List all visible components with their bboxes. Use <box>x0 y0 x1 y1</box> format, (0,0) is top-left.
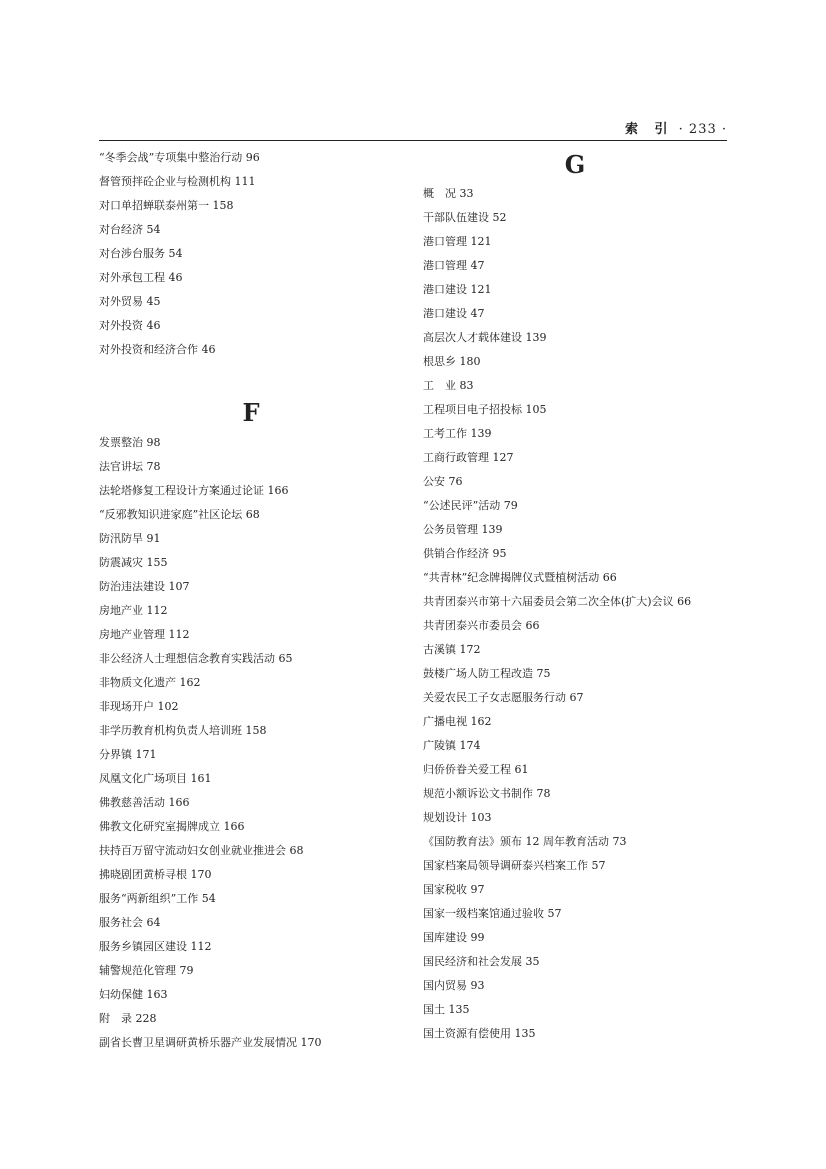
index-entry: “冬季会战”专项集中整治行动 96 <box>99 151 260 164</box>
header-rule <box>99 140 727 141</box>
index-entry: 港口管理 47 <box>423 259 485 272</box>
index-entry: 非学历教育机构负责人培训班 158 <box>99 724 267 737</box>
index-entry: 工商行政管理 127 <box>423 451 514 464</box>
index-entry: 辅警规范化管理 79 <box>99 964 194 977</box>
index-entry: “公述民评”活动 79 <box>423 499 518 512</box>
index-entry: 法轮塔修复工程设计方案通过论证 166 <box>99 484 289 497</box>
index-entry: 督管预拌砼企业与检测机构 111 <box>99 175 256 188</box>
index-entry: 对外贸易 45 <box>99 295 161 308</box>
index-entry: 工程项目电子招投标 105 <box>423 403 547 416</box>
index-entry: “共青林”纪念牌揭牌仪式暨植树活动 66 <box>423 571 617 584</box>
index-entry: 广播电视 162 <box>423 715 492 728</box>
index-entry: 非物质文化遗产 162 <box>99 676 201 689</box>
index-entry: 防治违法建设 107 <box>99 580 190 593</box>
index-entry: 服务乡镇园区建设 112 <box>99 940 212 953</box>
index-entry: 《国防教育法》颁布 12 周年教育活动 73 <box>423 835 627 848</box>
index-list-d <box>99 146 260 362</box>
index-entry: 佛教慈善活动 166 <box>99 796 190 809</box>
index-entry: 非现场开户 102 <box>99 700 179 713</box>
index-entry: “反邪教知识进家庭”社区论坛 68 <box>99 508 260 521</box>
index-entry: 关爱农民工子女志愿服务行动 67 <box>423 691 584 704</box>
index-entry: 规范小额诉讼文书制作 78 <box>423 787 551 800</box>
index-entry: 防汛防旱 91 <box>99 532 161 545</box>
index-entry: 国内贸易 93 <box>423 979 485 992</box>
index-entry: 工考工作 139 <box>423 427 492 440</box>
index-entry: 工 业 83 <box>423 379 474 392</box>
index-entry: 规划设计 103 <box>423 811 492 824</box>
section-letter-g: G <box>564 150 586 179</box>
index-entry: 房地产业 112 <box>99 604 168 617</box>
index-entry: 对外投资和经济合作 46 <box>99 343 216 356</box>
index-entry: 根思乡 180 <box>423 355 481 368</box>
index-entry: 对外投资 46 <box>99 319 161 332</box>
index-entry: 附 录 228 <box>99 1012 157 1025</box>
index-entry: 国家税收 97 <box>423 883 485 896</box>
index-entry: 凤凰文化广场项目 161 <box>99 772 212 785</box>
index-entry: 国民经济和社会发展 35 <box>423 955 540 968</box>
index-entry: 扶持百万留守流动妇女创业就业推进会 68 <box>99 844 304 857</box>
section-letter-f: F <box>242 398 260 427</box>
index-entry: 房地产业管理 112 <box>99 628 190 641</box>
index-entry: 归侨侨眷关爱工程 61 <box>423 763 529 776</box>
index-entry: 对台涉台服务 54 <box>99 247 183 260</box>
index-entry: 干部队伍建设 52 <box>423 211 507 224</box>
index-entry: 对外承包工程 46 <box>99 271 183 284</box>
index-entry: 国土 135 <box>423 1003 470 1016</box>
index-entry: 对台经济 54 <box>99 223 161 236</box>
section-title: 索 引 <box>624 122 674 137</box>
index-entry: 港口建设 121 <box>423 283 492 296</box>
index-entry: 防震减灾 155 <box>99 556 168 569</box>
index-entry: 分界镇 171 <box>99 748 157 761</box>
index-entry: 国库建设 99 <box>423 931 485 944</box>
index-entry: 高层次人才载体建设 139 <box>423 331 547 344</box>
index-entry: 港口管理 121 <box>423 235 492 248</box>
index-entry: 概 况 33 <box>423 187 474 200</box>
index-entry: 鼓楼广场人防工程改造 75 <box>423 667 551 680</box>
index-entry: 发票整治 98 <box>99 436 161 449</box>
index-entry: 法官讲坛 78 <box>99 460 161 473</box>
index-entry: 非公经济人士理想信念教育实践活动 65 <box>99 652 293 665</box>
index-entry: 对口单招蝉联泰州第一 158 <box>99 199 234 212</box>
index-entry: 妇幼保健 163 <box>99 988 168 1001</box>
index-entry: 供销合作经济 95 <box>423 547 507 560</box>
index-entry: 国家档案局领导调研泰兴档案工作 57 <box>423 859 606 872</box>
index-entry: 副省长曹卫星调研黄桥乐器产业发展情况 170 <box>99 1036 322 1049</box>
index-entry: 港口建设 47 <box>423 307 485 320</box>
index-list-g <box>423 182 691 1046</box>
index-entry: 公安 76 <box>423 475 463 488</box>
index-entry: 广陵镇 174 <box>423 739 481 752</box>
index-entry: 共青团泰兴市第十六届委员会第二次全体(扩大)会议 66 <box>423 595 692 608</box>
index-entry: 服务“两新组织”工作 54 <box>99 892 216 905</box>
index-entry: 拂晓剧团黄桥寻根 170 <box>99 868 212 881</box>
index-entry: 古溪镇 172 <box>423 643 481 656</box>
index-list-f <box>99 431 322 1055</box>
index-entry: 公务员管理 139 <box>423 523 503 536</box>
index-entry: 服务社会 64 <box>99 916 161 929</box>
running-header <box>99 118 727 140</box>
page-number: · 233 · <box>678 122 727 137</box>
index-entry: 国土资源有偿使用 135 <box>423 1027 536 1040</box>
index-entry: 国家一级档案馆通过验收 57 <box>423 907 562 920</box>
index-entry: 佛教文化研究室揭牌成立 166 <box>99 820 245 833</box>
index-entry: 共青团泰兴市委员会 66 <box>423 619 540 632</box>
